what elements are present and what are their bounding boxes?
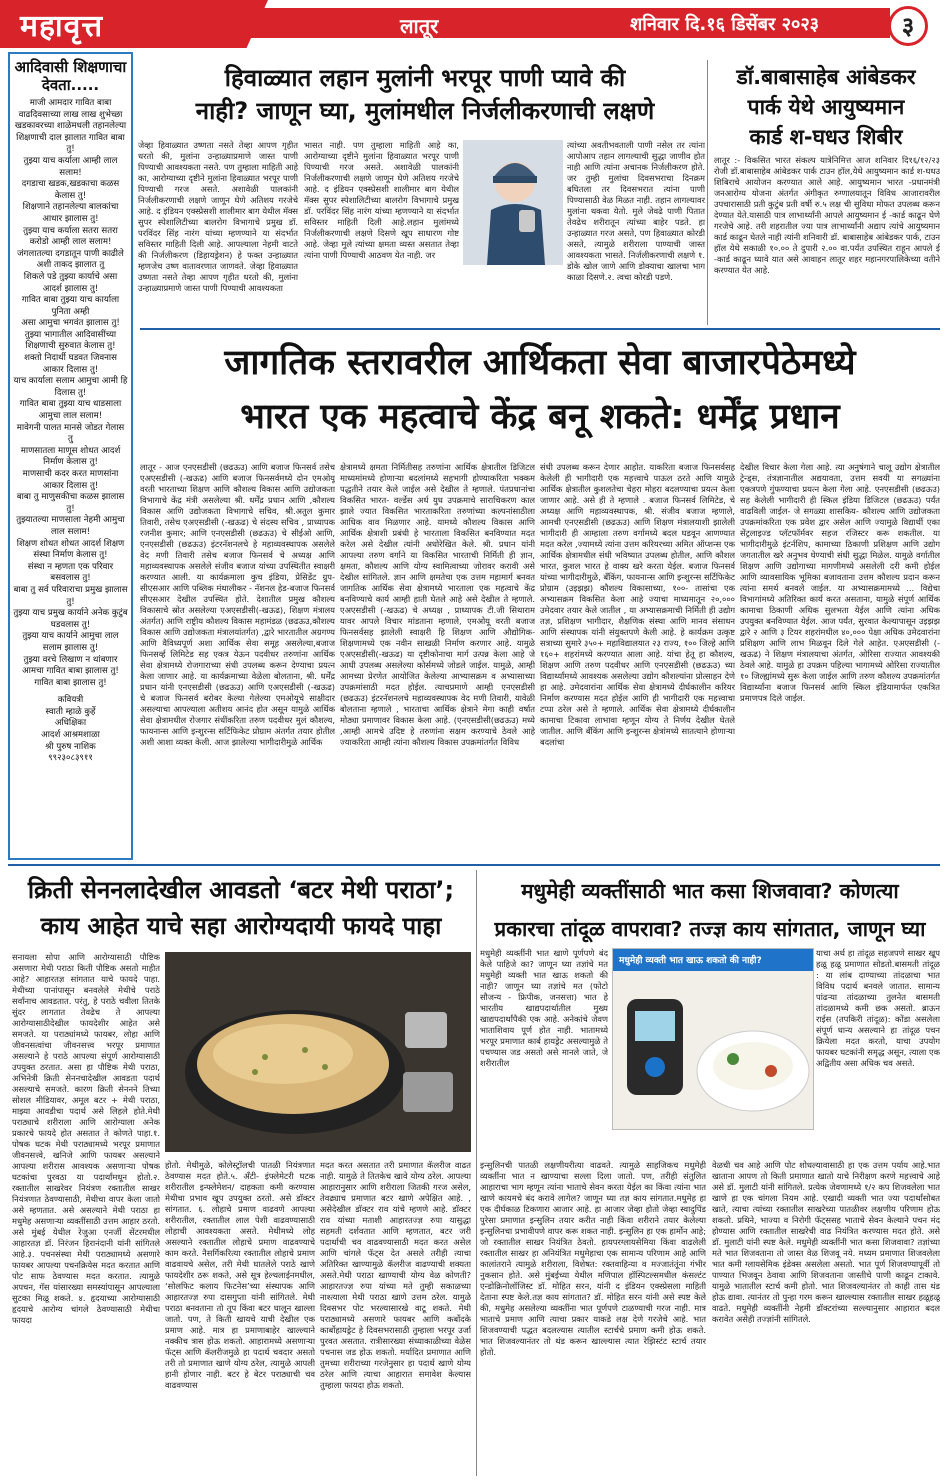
author-phone: ९९२३०८३९११ <box>48 753 93 764</box>
article2-body: लातूर :- विकसित भारत संकल्प यात्रेनिमित्त आज शनिवार दि१६/१२/२३ रोजी डॉ.बाबासाहेब आंबेडकर पार्क टाउन हॉल,येथे आयुष्यमान कार्ड श-घधउ शिबिराचे आयोजन करण्यात आले आहे. आयुष्यमान भारत -प्रधानमंत्री जनआरोग्य योजना अंतर्गत अंगीकृत रुग्णालयातून विविध आजारावरील उपचारासाठी प्रती कुटुंब प्रती वर्षी रु.५ लक्ष ची सुविधा मोफत उपलब्ध करून देण्यात येते.यासाठी पात्र लाभार्थ्यांनी आपले आयुष्यमान ई -कार्ड काढून घेणे गरजेचे आहे. तरी शहरातील ज्या पात्र लाभार्थ्यांनी अद्याप त्यांचे आयुष्यमान कार्ड काढून घेतले नाही त्यांनी शनिवारी डॉ. बाबासाहेब आंबेडकर पार्क, टाउन हॉल येथे सकाळी १०.०० ते दुपारी २.०० वा.पर्यंत उपस्थित राहून आपले ई -कार्ड काढून घ्यावे यात असे आवाहन लातूर शहर महानगरपालिकेच्या वतीने करण्यात येत आहे. <box>714 155 940 275</box>
poem-line: असा आमुचा भगवंत झालास तु! <box>21 318 120 329</box>
article3-col1: लातूर - आज एनएसडीसी (छढऊउ) आणि बजाज फिनसर्व तसेच एअएसडीसी (-खऊढ) आणि बजाज फिनसर्वमध्ये दोन एमओयू वरती भारताच्या शिक्षण आणि कौशल्य विकास आणि उद्योजकता विभागाचे केंद्र मंत्री असलेल्या श्री. धर्मेंद्र प्रधान आणि ,कौशल्य विकास आणि उद्योजकता विभागाचे सचिव, श्री.अतुल कुमार तिवारी, तसेच एअएसडीसी (-खऊढ) चे संदस्य सचिव , प्राध्यापक रजनीश कुमार; आणि एनएसडीसी (छढऊउ) चे सीईओ आणि, एनएसडीसी (छढऊउ) इंटरनॅशनलचे हे महाव्यवस्थापक असलेले वेद मणी तिवारी तसेच बजाज फिनसर्व चे अध्यक्ष आणि महाव्यवस्थापक असलेले संजीव बजाज यांच्या उपस्थितीत स्वाक्षरी करण्यात आली. या कार्यक्रमाला कुच इंडिया, प्रेसिडेंट ग्रुप-सीएसआर आणि पब्लिक मंथालीकर - नॅशनल हेड-बजाज फिनसर्व सीएसआर देखील उपस्थित होते. देशातील प्रमुख कौशल्य विकासाचे स्रोत असलेल्या एअएसडीसी(-खऊढ), शिक्षण मंत्रालय अंतर्गत) आणि राष्ट्रीय कौशल्य विकास महामंडळ (छढऊउ,कौशल्य विकास आणि उद्योजकता मंत्रालयांतर्गत) ,द्वारे भारतातील अग्रगण्य आणि वैविध्यपूर्ण अशा आर्थिक सेवा समूह असलेल्या,बजाज फिनसर्व्ह लिमिटेड सह एकत्र येऊन पदवीधर तरुणांना आर्थिक सेवा क्षेत्रामध्ये रोजगाराच्या संधी उपलब्ध करून देण्याचा प्रयत्न केला जाणार आहे. या कार्यक्रमाच्या वेळेला बोलताना, श्री. धर्मेंद्र प्रधान यांनी एनएसडीसी (छढऊउ) आणि एअएसडीसी (-खऊढ) चे बजाज फिनसर्व बरोबर केल्या गेलेल्या एमओयूचे साक्षीदार असल्याचा आपल्याला अतीशय आनंद होत असून यामुळे आर्थिक सेवा क्षेत्रामधील रोजगार संधींकरिता तरुण पदवीधर मुलं कौशल्य, फायनान्स आणि इन्शुरन्स सर्टिफिकेट प्रोग्राम अंतर्गत तयार होतील अशी आशा व्यक्त केली. आज झालेल्या भागीदारीमुळे आर्थिक <box>140 462 335 747</box>
article5-headline[interactable] <box>480 872 940 948</box>
article2-headline-line1: डॉ.बाबासाहेब आंबेडकर <box>736 65 916 89</box>
author-name: स्वाती म्हाळे कुर्हे <box>45 706 96 717</box>
poem-line: संस्था न म्हणता एक परिवार बसवलास तु! <box>27 561 114 584</box>
poem-line: गावित बाबा झालास तु! <box>34 677 107 688</box>
article4-col2: होतो. मेथीमुळे, कोलेस्ट्रॉलची पातळी नियंत्रणात ठेवण्यास मदत होते.५. अँटी- इंफ्लेमेटरी घटक शरीरातील इन्फ्लेमेशन/ दाहकता कमी करण्यास मेथीचा प्रभाव खूप उपयुक्त ठरतो. असे डॉक्टर सांगतात. ६. लोहाचे प्रमाण वाढवणे आपल्या शरीरातील, रक्तातील लाल पेशी वाढवण्यासाठी लोहाची आवश्यकता असते. मेथीमध्ये लोह असल्याने रक्तातील लोहाचे प्रमाण वाढवण्याचे काम करते. नैसर्गिकरित्या रक्तातील लोहाचे प्रमाण वाढवायचे असेल, तरी मेथी घातलेले पराठे खाणे फायदेशीर ठरू शकते, असे सूत्र हेल्थलाईनमधील, ‘सोलफिट कलाय फिटनेस’च्या संस्थापक आणि आहारतज्ज्ञ रुपा दासगुप्ता यांनी सांगितले. मेथी पराठा बनवताना तो तूप किंवा बटर घालून खाल्ला जातो. पण, ते किती खायचे याची देखील एक प्रमाण आहे. मात्र हा प्रमाणाबाहेर खाल्ल्याने नक्कीच त्रास होऊ शकतो. आहारामध्ये असणाऱ्या फॅट्स आणि कॅलरीजमुळे हा पदार्थ चवदार असतो तरी तो प्रमाणात खाणे योग्य ठरेल, त्यामुळे आपली हानी होणार नाही. बटर हे बेटर पराठ्याची चव वाढवण्यास <box>165 1160 315 1390</box>
issue-date: शनिवार दि.१६ डिसेंबर २०२३ <box>630 14 820 35</box>
poem-line: बाबा तु सर्व परिवाराचा प्रमुख झालास तु! <box>13 584 128 607</box>
article3-headline-line2: भारत एक महत्वाचे केंद्र बनू शकते: धर्मेंद्र प्रधान <box>240 397 840 437</box>
article3-headline-line1: जागतिक स्तरावरील आर्थिकता सेवा बाजारपेठेमध्ये <box>224 343 856 383</box>
poem-line: तुझ्या याच कार्याने आमुचा लाल सलाम झालास तु! <box>22 631 119 653</box>
author-place: श्री पुरुष नाशिक <box>45 741 96 752</box>
article2-headline-line3: कार्ड श-घधउ शिबीर <box>749 125 903 149</box>
article3-col3: संधी उपलब्ध करून देणार आहोत. याकरिता बजाज फिनसर्वसह केलेली ही भागीदारी एक महत्त्वाचे पाऊल ठरते आणि यामुळे आर्थिक क्षेत्रातील कुशलतेचा चेहरा मोहरा बदलण्याचा प्रयत्न केला जाणार आहे. असे ही ते म्हणाले . बजाज फिनसर्व लिमिटेड, चे अध्यक्ष आणि महाव्यवस्थापक, श्री. संजीव बजाज म्हणाले, आमची एनएसडीसी (छढऊउ) आणि शिक्षण मंत्रालयाशी झालेली भागीदारी ही आम्हाला तरुण वर्गामध्ये बदल घडवून आणण्यात मदत करेल ,ज्यामध्ये त्यांना उत्तम करियरच्या अमित ऑप्शन्स एक आर्थिक क्षेत्रामधील संधी भविष्यात उपलब्ध होतील, आणि कौशल भारत, कुशल भारत हे वाक्य खरे करता येईल. बजाज फिनसर्व यांच्या भागीदारीमुळे, बँकिंग, फायनान्स आणि इन्शुरन्स सर्टिफिकेट प्रोग्राम (उइझझ) कौशल्य विकासाच्या, १००- तासांचा एक अभ्यासक्रम विकसित केला आहे ज्याचा माध्यमातून २०,००० उमेदवार तयार केले जातील , या अभ्यासक्रमाची निर्मिती ही उद्योग तज्ञ, प्रशिक्षण भागीदार, शैक्षणिक संस्था आणि मानव संसाधन आणि संस्थापक यांनी संयुक्तपणे केली आहे. हे कार्यक्रम उत्कृष्ट सत्राच्या सुमारे ३५०+ महाविद्यालयात २३ राज्य, १०० जिल्हे आणि १६०+ शहरांमध्ये करण्यात आला आहे. यांचा हेतू हा कौशल्य, शिक्षण आणि तरुण पदवीधर आणि एनएसडीसी (छढऊउ) च्या विद्यार्थ्यांमध्ये आवश्यक असलेल्या उद्योग कौशल्यांना प्रोत्साहन देणे हा आहे. उमेदवारांना आर्थिक सेवा क्षेत्रामध्ये दीर्घकालीन करियर निर्माण करण्यास मदत होईल आणि ही भागीदारी एक महत्त्वाचा टप्पा ठरेल असे ते म्हणाले. आर्थिक सेवा क्षेत्रामध्ये दीर्घकालीन कामाचा टिकावा लाभावा म्हणून योग्य ते निर्णय देखील घेतले जातील. आणि बँकिंग आणि इन्शुरन्स क्षेत्रांमध्ये सातत्याने होणाऱ्या बदलांचा <box>540 462 735 747</box>
article5-col2: वेळची चव आहे आणि पोट शोधल्यावासाठी हा एक उत्तम पर्याय आहे.भात खाताना आपण तो किती प्रमाणात खातो याचे निरीक्षण करणे महत्त्वाचे आहे असे डॉ. मुलाटी यांनी सांगितले. प्रत्येक जेवणामध्ये १/२ कप शिजवलेला भात खाणे हा एक चांगला नियम आहे. एखादी व्यक्ती भात ज्या पदार्थांसोबत खाते, त्याचा त्यांच्या रक्तातील साखरेच्या पातळीवर लक्षणीय परिणाम होऊ शकतो. प्रथिने, भाज्या व निरोगी फॅट्ससह भाताचे सेवन केल्याने पचन मंद होण्यास आणि रक्तातील साखरेची वाढ नियंत्रित करण्यास मदत होते. असे डॉ. मुलाटी यांनी स्पष्ट केले. मधुमेही व्यक्तींनी भात कसा शिजवावा? तज्ञांच्या मते भात शिजवताना तो जास्त वेळ शिजवू नये. मध्यम प्रमाणात शिजवलेला भात कमी ग्लायसेमिक इंडेक्स असलेला असतो. भात पूर्ण शिजवण्यापूर्वी तो पाण्यात भिजवून ठेवावा आणि शिजवताना जास्तीचे पाणी काढून टाकावे. यामुळे भातातील स्टार्च कमी होतो. भात शिजवल्यानंतर तो काही तास थंड होऊ द्यावा. त्यानंतर तो पुन्हा गरम करून खाल्ल्यास रक्तातील साखर हळूहळू वाढते. मधुमेही व्यक्तींनी नेहमी डॉक्टरांच्या सल्ल्यानुसार आहारात बदल करावेत असेही तज्ज्ञांनी सांगितले. <box>712 1160 940 1324</box>
article5-intro: मधुमेही व्यक्तींनी भात खाणे पूर्णपणे बंद केले पाहिजे का? जाणून घ्या तज्ञांचे मत मधुमेही व्यक्ती भात खाऊ शकतो की नाही? जाणून घ्या तज्ञांचे मत (फोटो सौजन्य - फ्रिपीक, जनसत्ता) भात हे भारतीय खाद्यपदार्थातील मुख्य खाद्यपदार्थांपैकी एक आहे. अनेकांचे जेवण भाताशिवाय पूर्ण होत नाही. भातामध्ये भरपूर प्रमाणात कार्ब हायड्रेट असल्यामुळे ते पचण्यास जड असतो असे मानले जाते, जे शरीरातील <box>480 948 608 1068</box>
poem-line: गावित बाबा तुझ्या याच कार्याला पुनिता अम्ही <box>21 295 120 317</box>
divider-top <box>140 328 940 330</box>
winter-child-drinking-photo <box>463 140 563 265</box>
article1-headline[interactable] <box>145 62 705 128</box>
poem-line: खडकावरच्या शाळेमधली तहानलेल्या शिक्षणाची दाल झालात गावित बाबा तु! <box>14 121 127 155</box>
glucometer-and-rice-photo <box>613 971 813 1129</box>
poem-line: गावित बाबा तुझ्या याच धाडसाला आमुचा लाल सलाम! <box>19 399 122 422</box>
poem-line: माणसातला माणूस शोधत आदर्श निर्माण केलास तु! <box>20 445 121 468</box>
edition-city: लातूर <box>400 14 439 38</box>
poem-line: बाबा तु माणुसकीचा कळस झालास तु! <box>16 492 125 514</box>
article5-headline-line2: प्रकारचा तांदूळ वापरावा? तज्ज्ञ काय सांगतात, जाणून घ्या <box>494 917 926 941</box>
article1-headline-line1: हिवाळ्यात लहान मुलांनी भरपूर पाणी प्यावे की <box>224 64 626 92</box>
poem-line: तुझ्या याच कर्याला आम्ही लाल सलाम! <box>23 155 118 178</box>
article2-headline[interactable] <box>712 62 940 152</box>
newspaper-logo[interactable]: महावृत्त <box>20 9 104 44</box>
article1-col1: जेव्हा हिवाळ्यात उष्णता नसते तेव्हा आपण गृहीत धरतो की, मुलांना उन्हाळ्याप्रमाणे जास्त पाणी पिण्याची आवश्यकता नसते. पण तुम्हाला माहिती आहे का, आरोग्याच्या दृष्टीने मुलांना हिवाळ्यात भरपूर पाणी पिण्याची गरज असते. अशावेळी पालकांनी निर्जलीकरणाची लक्षणे जाणून घेणे अतिशय गरजेचे आहे. द इंडियन एक्स्प्रेसशी शालीमार बाग येथील मॅक्स सुपर स्पेशालिटीच्या बालरोग विभागाचे प्रमुख डॉ. परविंदर सिंह नारंग यांच्या म्हणण्याने या संदर्भात सविस्तर माहिती दिली आहे. आपल्याला नेहमी वाटते की निर्जलीकरण (डिहायड्रेशन) हे फक्त उन्हाळ्यात म्हणजेच उष्ण वातावरणात जाणवते. जेव्हा हिवाळ्यात उष्णता नसते तेव्हा आपण गृहीत धरतो की, मुलांना उन्हाळ्याप्रमाणे जास्त पाणी पिण्याची आवश्यकता <box>138 140 298 293</box>
article1-photo <box>463 140 563 265</box>
article4-headline-line2: काय आहेत याचे सहा आरोग्यदायी फायदे पाहा <box>40 912 442 940</box>
article4-photo <box>165 952 471 1152</box>
poem-line: तुझ्या भागातील आदिवासींच्या शिक्षणाची सुरुवात केलास तु! <box>24 329 117 352</box>
poem-line: तुझ्या वरचे लिखाण न थांबणार आमचा गावित बाबा झालास तु! <box>22 654 119 677</box>
poem-line: माजी आमदार गावित बाबा <box>29 98 112 108</box>
poem-line: शिक्षणाने तहानलेल्या बालकांचा आधार झालास तु! <box>22 202 119 224</box>
divider-vertical <box>707 60 708 325</box>
article4-col3: मदत करत असतात तरी प्रमाणात कॅलरीज वाढत नाही. यामुळे ते तितकेच खावे योग्य ठरेल. आपल्या आहारानुसार आणि शरीराला जितकी गरज असेल, तेवढ्याच प्रमाणात बटर खाणे अपेक्षित आहे. , असेदेखील डॉक्टर राव यांचे म्हणणे आहे. डॉक्टर राव यांच्या मताशी आहारतज्ज्ञ रुपा यासुद्धा सहमती दर्शवतात आणि म्हणतात, बटर जरी पदार्थाची चव वाढवण्यासाठी मदत करत असेल आणि चांगले फॅट्स देत असले तरीही त्याचा अतिरिक्त खाण्यामुळे कॅलरीज वाढण्याची शक्यता असते.मेथी पराठा खाण्याची योग्य वेळ कोणती? आहारतज्ज्ञ रुपा यांच्या मते तुम्ही सकाळच्या नाश्त्याला मेथी पराठा खाणे उत्तम ठरेल. यामुळे दिवसभर पोट भरल्यासारखे वाटू शकते. मेथी पराठ्यामध्ये असणारे फायबर आणि कर्बोदके कार्बोहायड्रेट हे दिवसभरासाठी तुम्हाला भरपूर उर्जा पुरवत असतात. रात्रीसारख्या संध्याकाळीच्या वेळेस पचनास जड होऊ शकतो. मर्यादित प्रमाणात आणि तुमच्या शरीराच्या गरजेनुसार हा पदार्थ खाणे योग्य ठरेल आणि त्याचा आहारात समावेश केल्यास तुम्हाला फायदा होऊ शकतो. <box>320 1160 471 1390</box>
poem-line: माणसाची कदर करत माणसांना आकार दिलास तु! <box>22 469 119 491</box>
poem-line: वाढदिवसाच्या लाख लाख शुभेच्छा <box>18 109 123 120</box>
poem-line: शिक्षण शोधत शोधत आदर्श शिक्षण संस्था निर्माण केलास तु! <box>16 538 125 561</box>
masthead <box>0 0 945 48</box>
article3-col2: क्षेत्रामध्ये क्षमता निर्मितीसह तरुणांना आर्थिक क्षेत्रातील डिजिटल माध्यमांमध्ये होणाऱ्या बदलांमध्ये सहभागी होण्याकरिता भक्कम पद्धतीने तयार केले जाईल असे देखील ते म्हणाले. पंतप्रधानांचा विकसित भारत- वर्ल्डेस अर्ध युध उपक्रमाचे साराचिकरण काल झाले ज्यात विकसित भारताकरिता तरुणांच्या कल्पनांसाठीला आधिक वाव मिळणार आहे. यामध्ये कौशल्य विकास आणि आर्थिक क्षेत्राशी प्रबंधी हे भारताला विकसित बनविण्यात मदत करेल असे देखील त्यांनी अधोरेखित केले. श्री. प्रधान यांनी आपल्या तरुण वर्गाने या विकसित भारताची निर्मिती ही ज्ञान, क्षमता, कौशल्य आणि योग्य स्वामित्वाच्या जोरावर करावी असे देखील सांगितले. ज्ञान आणि क्षमतेचा एक उत्तम महामार्ग बनवत जागतिक आर्थिक सेवा क्षेत्रामध्ये भारताला एक महत्वाचे केंद्र बनविण्याचे कार्य आम्ही हाती घेतले आहे असे देखील ते म्हणाले. एअएसडीसी (-खऊढ) चे अध्यक्ष , प्राध्यापक टी.जी सिथाराम यावर आपले विचार मांडताना म्हणाले, एमओयू वरती बजाज फिनसर्वसह झालेली स्वाक्षरी हि शिक्षण आणि औद्योगिक-शिक्षणामध्ये एक नवीन साखळी निर्माण करणार आहे. यामुळे एअएसडीसी(-खऊढ) या दृष्टीकोनाचा मार्ग उत्पन्न केला आहे जे आधी उपलब्ध असलेल्या कोर्समध्ये जोडले जाईल. यामुळे, आम्ही आमच्या प्रेरणेत आयोजित केलेल्या आभ्यासक्रम व अभ्यासाच्या उपक्रमांसाठी मदत होईल. त्याचप्रमाणे आम्ही एनएसडीसी (छढऊउ) इंटरनॅशनलचे महाव्यवस्थापक वेद मणी तिवारी, यावेळी बोलताना म्हणाले , भारताचा आर्थिक क्षेत्राने मेगा काही वर्षात मोठ्या प्रमाणावर विकास केला आहे. (एनएसडीसी(छढऊउ) मध्ये ,आम्ही आमचे उदिष्ट हे तरुणांना सक्षम करण्याचे ठेवले आहे ज्याकरिता आम्ही त्यांना कौशल्य विकास उपक्रमांतर्गत विविध <box>340 462 535 747</box>
divider-bottom-vertical <box>476 870 477 1476</box>
infographic-title: मधुमेही व्यक्ती भात खाऊ शकतो की नाही? <box>613 949 813 971</box>
poem-title: आदिवासी शिक्षणाचा देवता..... <box>14 58 127 94</box>
poem-line: जंगलातल्या दगडातून पाणी काढीले अशी ताकद झालात तु <box>17 248 124 271</box>
article5-headline-line1: मधुमेही व्यक्तींसाठी भात कसा शिजवावा? कोणत्या <box>521 879 899 903</box>
poem-line: तुझ्या याच प्रमुख कार्याने अनेक कुटुंब घडवलास तु! <box>13 608 128 630</box>
page-number: ३ <box>888 6 928 46</box>
poem-line: शक्तो निदार्थी घडवत जिवनास आकार दिलास तु! <box>24 353 117 375</box>
poem-line: तुझ्यातल्या माणसाला नेहमी आमुचा लाल सलाम! <box>16 515 125 537</box>
article4-col1: सनायला सोपा आणि आरोग्यासाठी पौष्टिक असणारा मेथी पराठा किती पौष्टिक असतो माहीत आहे? आहारतज्ञ सांगतात याचे फायदे पाहा. मेथीच्या पानांपासून बनवलेले मेथीचे पराठे सर्वांनाच आवडतात. परंतु, हे पराठे चवीला तितके सुंदर लागतात तेवढेच ते आपल्या आरोग्यासाठीदेखील फायदेशीर आहेत असे समजते. या पराठ्यांमध्ये फायबर, लोहा आणि जीवनसत्वांचा जीवनसत्त्व भरपूर प्रमाणात असल्याने हे पराठे आपल्या संपूर्ण आरोग्यासाठी उपयुक्त ठरतात. असा हा पौष्टिक मेथी पराठा, अभिनेत्री क्रिती सेननचादेखील आवडता पदार्थ असल्याचे समजते. कारण क्रिती सेननने तिच्या सोशल मीडियावर, अमूल बटर + मेथी पराठा, माझ्या आवडीचा पदार्थ असे लिहले होते.मेथी पराठ्याचे शरीराला आणि आरोग्याला अनेक प्रकारचे फायदे होत असतात ते कोणते पाहा.१. पोषक घटक मेथी पराठ्यामध्ये भरपूर प्रमाणात जीवनसत्त्वे, खनिजे आणि फायबर असल्याने आपल्या शरीरास आवश्यक असणाऱ्या पोषक घटकांचा पुरवठा या पदार्थांमधून होतो.२. रक्तातील साखरेवर नियंत्रण रक्तातील साखर नियंत्रणात ठेवण्यासाठी, मेथीचा वापर केला जातो असे म्हणतात. असे असल्याने मेथी पराठा हा मधुमेह असणाऱ्या व्यक्तींसाठी उत्तम आहार ठरतो. असे मुंबई येथील रेजुआ एनर्जी सेंटरमधील आहारतज्ञ डॉ. निरंजन हिरानंदानी यांनी सांगितले आहे.३. पचनसंस्था मेथी पराठ्यामध्ये असणारे फायबर आपल्या पचनक्रियेस मदत करतात आणि पोट साफ ठेवण्यास मदत करतात. त्यामुळे अपचन, गॅस यांसारख्या समस्यांपासून आपल्याला सुटका मिळू शकते. ४. हृदयाच्या आरोग्यासाठी हृदयाचे आरोग्य चांगले ठेवण्यासाठी मेथीचा फायदा <box>12 952 160 1325</box>
author-school: आदर्श आश्रमशाळा <box>41 730 100 741</box>
article2-headline-line2: पार्क येथे आयुष्यमान <box>747 95 905 119</box>
article1-col2: भासत नाही. पण तुम्हाला माहिती आहे का, आरोग्याच्या दृष्टीने मुलांना हिवाळ्यात भरपूर पाणी पिण्याची गरज असते. अशावेळी पालकांनी निर्जलीकरणाची लक्षणे जाणून घेणे अतिशय गरजेचे आहे. द इंडियन एक्स्प्रेसशी शालीमार बाग येथील मॅक्स सुपर स्पेशालिटीच्या बालरोग विभागाचे प्रमुख डॉ. परविंदर सिंह नारंग यांच्या म्हणण्याने या संदर्भात सविस्तर माहिती दिली आहे.लहान मुलांमध्ये निर्जलीकरणाची लक्षणे दिसणे खूप साधारण गोष्ट आहे. जेव्हा मुले त्यांच्या क्षमता व्यस्त असतात तेव्हा त्यांना पाणी पिण्याची आठवण येत नाही. जर <box>304 140 459 260</box>
article3-headline[interactable] <box>140 336 940 444</box>
article3-col4: देखील विचार केला गेला आहे. त्या अनुषंगाने चालू उद्योग क्षेत्रातील ट्रेन्ड्स, तंत्रज्ञानातील अद्ययावता, उत्तम सवयी या सगळ्यांना एकत्रपणे गुंफण्याचा प्रयत्न केला गेला आहे. एनएसडीसी (छढऊउ) सह केलेली भागीदारी ही स्किल इंडिया डिजिटल (छढऊउ) पर्यंत वाढविली जाईल- जे सगळ्या शासकिय- कौशल्य आणि उद्योजकता उपक्रमांकरिता एक प्रवेश द्वार असेल आणि ज्यामुळे विद्यार्थी एका सेंट्रलाइज्ड प्लॅटफॉर्मवर सहज रजिस्टर करू शकतील. या भागीदारीमुळे इंटर्नशिप, कामाच्या ठिकाणी प्रशिक्षण आणि उद्योग जगतातील खरे अनुभव घेण्याची संधी सुद्धा मिळेल. यामुळे वर्गातील शिक्षण आणि उद्योगाच्या मागणीमध्ये असलेली दरी कमी होईल आणि व्यावसायिक भूमिका बजावताना उत्तम कौशल्य प्रदान करून त्यांना समर्थ बनवले जाईल. या अभ्यासक्रमामध्ये ... विद्येचा विभागांमध्ये अतिरिक्त कार्य करत असताना, यामुळे संपूर्ण आर्थिक कामाचा ठिकाणी अधिक सुलभता येईल आणि त्यांना अधिक उपयुक्त बनविण्यात येईल. आज पर्यंत, सुरवात केल्यापासून उइझझ द्वारे २ आणि ३ टियर शहरांमधील ४०,००० पेक्षा अधिक उमेदवारांना प्रशिक्षण आणि लाभ मिळवून दिले गेले आहेत. एअएसडीसी (-खऊढ) ने शिक्षण मंत्रालयाचा अंतर्गत, ओरिसा राज्यात आवश्यकी ठेवले आहे. यामुळे हा उपक्रम पहिल्या भागामध्ये ओरिसा राज्यातील १० जिल्ह्यांमध्ये सुरू केला जाईल आणि तरुण कौशल्य उपक्रमांतर्गत विद्यार्थ्यांना बजाज फिनसर्व आणि स्किल इंडियामार्फत एकत्रित प्रमाणपत्र दिले जाईल. <box>740 462 940 703</box>
poem-line: तुझ्या याच कर्याला सतरा सतरा करोडो आम्ही लाल सलाम! <box>23 225 118 248</box>
poem-line: याच कार्याला सलाम आमुचा आमी हि दिलास तु! <box>13 376 128 398</box>
article4-headline-line1: क्रिती सेननलादेखील आवडतो ‘बटर मेथी पराठा’; <box>27 876 455 904</box>
poem-line: मावेगनी पालत मानसे जोडत गेलास तु <box>16 422 125 445</box>
article1-headline-line2: नाही? जाणून घ्या, मुलांमधील निर्जलीकरणाची लक्षणे <box>195 97 655 125</box>
article5-side: याचा अर्थ हा तांदूळ सहजपणे साखर खूप हळू हळू प्रमाणात सोडतो.बासमती तांदूळ : या लांब दाण्याच्या तांदळाचा भात विविध पदार्थ बनवले जातात. सामान्य पांढऱ्या तांदळाच्या तुलनेत बासमती तांदळामध्ये कमी छक असतो. ब्राऊन राईस (तपकिरी तांदूळ): कोंडा असलेला संपूर्ण धान्य असल्याने हा तांदूळ पचन क्रियेला मदत करतो, याचा उपयोग फायबर घटकांनी समृद्ध असून, त्याला एक अद्वितीय असा अधिक चव असते. <box>816 948 940 1068</box>
poem-lines <box>13 98 128 689</box>
methi-paratha-photo <box>165 952 471 1152</box>
author-role: अधिक्षिका <box>54 718 87 729</box>
article4-headline[interactable] <box>10 872 472 944</box>
poem-line: दगडाचा खडक,खडकाचा कळस केलास तु! <box>21 179 120 201</box>
poem-box <box>8 52 133 860</box>
article5-col1: इन्सुलिनची पातळी लक्षणीयरीत्या वाढवते. त्यामुळे साहजिकच मधुमेही व्यक्तींना भात न खाण्याचा सल्ला दिला जातो. पण, तरीही संतुलित आहाराचा भाग म्हणून त्यांना भाताचे सेवन करता येईल का किंवा त्यांना भात खाणे कायमचे बंद करावे लागेल? जाणून घ्या तज्ञ काय सांगतात.मधुमेह हा एक दीर्घकाळ टिकणारा आजार आहे. हा आजार जेव्हा होतो जेव्हा स्वादुपिंड पुरेसा प्रमाणात इन्सुलिन तयार करीत नाही किंवा शरीराने तयार केलेल्या इन्सुलिनचा प्रभावीपणे वापर करू शकत नाही. इन्सुलिन हा एक हार्मोन आहे; जो रक्तातील साखर नियंत्रित ठेवतो. हायपरग्लायसेमिया किंवा वाढलेली रक्तातील साखर हा अनियंत्रित मधुमेहाचा एक सामान्य परिणाम आहे आणि कालांतराने त्यामुळे शरीराला, विशेषत: रक्तवाहिन्या व मज्जातंतूंना गंभीर नुकसान होते. असे मुंबईच्या येथील मणिपाल हॉस्पिटल्समधील कंसल्टंट एन्डोक्रिनोलॉजिस्ट डॉ. मोहित सरन, यांनी द इंडियन एक्स्प्रेसला माहिती देताना स्पष्ट केले.तज्ञ काय सांगतात? डॉ. मोहित सरन यांनी असे स्पष्ट केले की, मधुमेह असलेल्या व्यक्तींना भात पूर्णपणे टाळण्याची गरज नाही. मात्र भाताचे प्रमाण आणि त्याचा प्रकार याकडे लक्ष देणे गरजेचे आहे. भात शिजवण्याची पद्धत बदलल्यास त्यातील स्टार्चचे प्रमाण कमी होऊ शकते. भात शिजवल्यानंतर तो थंड करून खाल्ल्यास त्यात रेझिस्टंट स्टार्च तयार होतो. <box>480 1160 706 1357</box>
article1-col3: त्यांच्या अवतीभवताली पाणी नसेल तर त्यांना आपोआप तहान लागल्याची सुद्धा जाणीव होत नाही आणि त्यांना अचानक निर्जलीकरण होते. जर तुम्ही मुलांचा दिवसभराचा दिनक्रम बघितला तर दिवसभरात त्यांना पाणी पिण्यासाठी वेळ मिळत नाही. तहान लागल्यावर मुलांना थकवा येतो. मुले जेवढे पाणी पितात तेवढेच शरीरातून त्यांच्या बाहेर पडते. हा उन्हाळ्यात गरज असते, पण हिवाळ्यात कोरडी असते, त्यामुळे शरीराला पाण्याची जास्त आवश्यकता भासते. निर्जलीकरणाची लक्षणे १. डोके खोल जाणे आणि डोक्याचा खालचा भाग काळा दिसणे.२. त्वचा कोरडी पडणे. <box>567 140 705 282</box>
article5-infographic <box>612 948 814 1130</box>
poem-line: शिकले पडे तुझ्या कार्याचे असा आदर्श झालास तु! <box>23 271 118 294</box>
divider-middle <box>8 864 940 866</box>
author-label: कवियत्री <box>57 695 84 706</box>
poem-author-block <box>13 695 128 765</box>
